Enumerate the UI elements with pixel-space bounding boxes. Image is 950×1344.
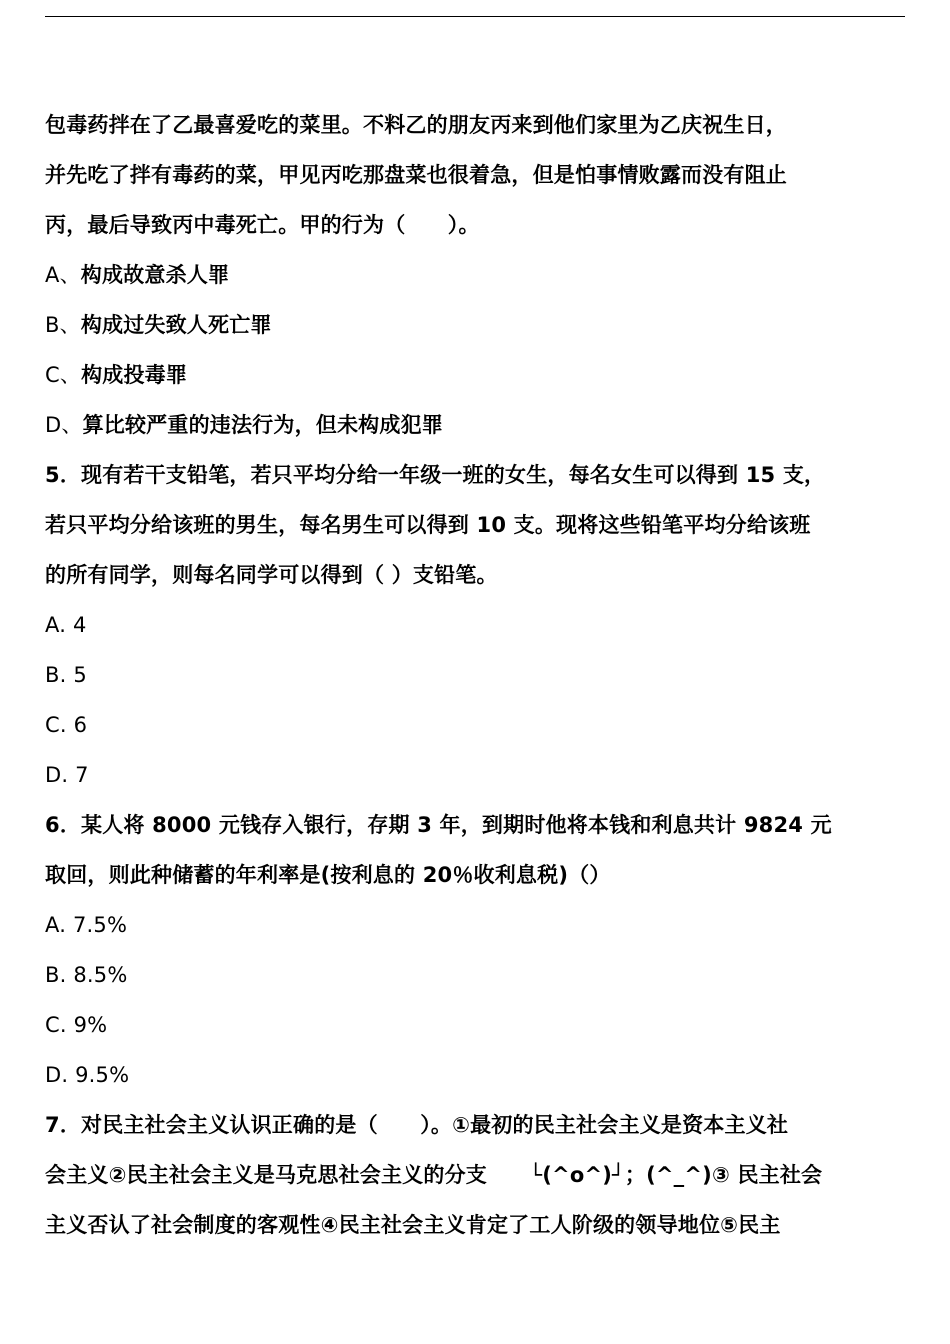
question-6-option-b: B. 8.5% (45, 963, 128, 987)
option-letter: B、 (45, 313, 81, 337)
question-4-option-b (45, 307, 910, 357)
question-4-stem-line-3: 丙，最后导致丙中毒死亡。甲的行为（ ）。 (45, 213, 480, 237)
option-text: 构成故意杀人罪 (80, 263, 230, 287)
question-5-stem-line-2: 若只平均分给该班的男生，每名男生可以得到 10 支。现将这些铅笔平均分给该班 (45, 513, 811, 537)
option-letter: D、 (45, 413, 83, 437)
question-4-stem-line-2: 并先吃了拌有毒药的菜，甲见丙吃那盘菜也很着急，但是怕事情败露而没有阻止 (45, 163, 787, 187)
option-text: 构成投毒罪 (81, 363, 188, 387)
option-text: 构成过失致人死亡罪 (80, 313, 272, 337)
question-5-option-d: D. 7 (45, 763, 89, 787)
question-5-option-a: A. 4 (45, 613, 87, 637)
question-4-option-d (45, 407, 910, 457)
question-7-stem-line-2: 会主义②民主社会主义是马克思社会主义的分支 └(^o^)┘；(^_^)③ 民主社会 (45, 1163, 823, 1187)
option-letter: A、 (45, 263, 81, 287)
question-number: 6 (45, 813, 60, 837)
document-body (45, 107, 910, 1257)
question-number: 7 (45, 1113, 60, 1137)
question-5-option-c: C. 6 (45, 713, 88, 737)
question-7-stem-line-3: 主义否认了社会制度的客观性④民主社会主义肯定了工人阶级的领导地位⑤民主 (45, 1213, 781, 1237)
question-6-stem-line-1: 6．某人将 8000 元钱存入银行，存期 3 年，到期时他将本钱和利息共计 9824 元 (45, 813, 832, 837)
option-letter: C、 (45, 363, 82, 387)
question-5-stem-line-1: 5．现有若干支铅笔，若只平均分给一年级一班的女生，每名女生可以得到 15 支， (45, 463, 826, 487)
question-4-stem-line-1: 包毒药拌在了乙最喜爱吃的菜里。不料乙的朋友丙来到他们家里为乙庆祝生日， (45, 113, 787, 137)
question-5-stem-line-3: 的所有同学，则每名同学可以得到（ ）支铅笔。 (45, 563, 498, 587)
question-4-option-c (45, 357, 910, 407)
question-6-option-c: C. 9% (45, 1013, 108, 1037)
question-4-option-a (45, 257, 910, 307)
question-6-stem-line-2: 取回，则此种储蓄的年利率是(按利息的 20％收利息税)（） (45, 863, 611, 887)
question-7-stem-line-1: 7．对民主社会主义认识正确的是（ ）。①最初的民主社会主义是资本主义社 (45, 1113, 789, 1137)
question-number: 5 (45, 463, 60, 487)
question-5-option-b: B. 5 (45, 663, 87, 687)
question-6-option-d: D. 9.5% (45, 1063, 130, 1087)
question-6-option-a: A. 7.5% (45, 913, 128, 937)
option-text: 算比较严重的违法行为，但未构成犯罪 (82, 413, 443, 437)
header-rule (45, 16, 905, 17)
